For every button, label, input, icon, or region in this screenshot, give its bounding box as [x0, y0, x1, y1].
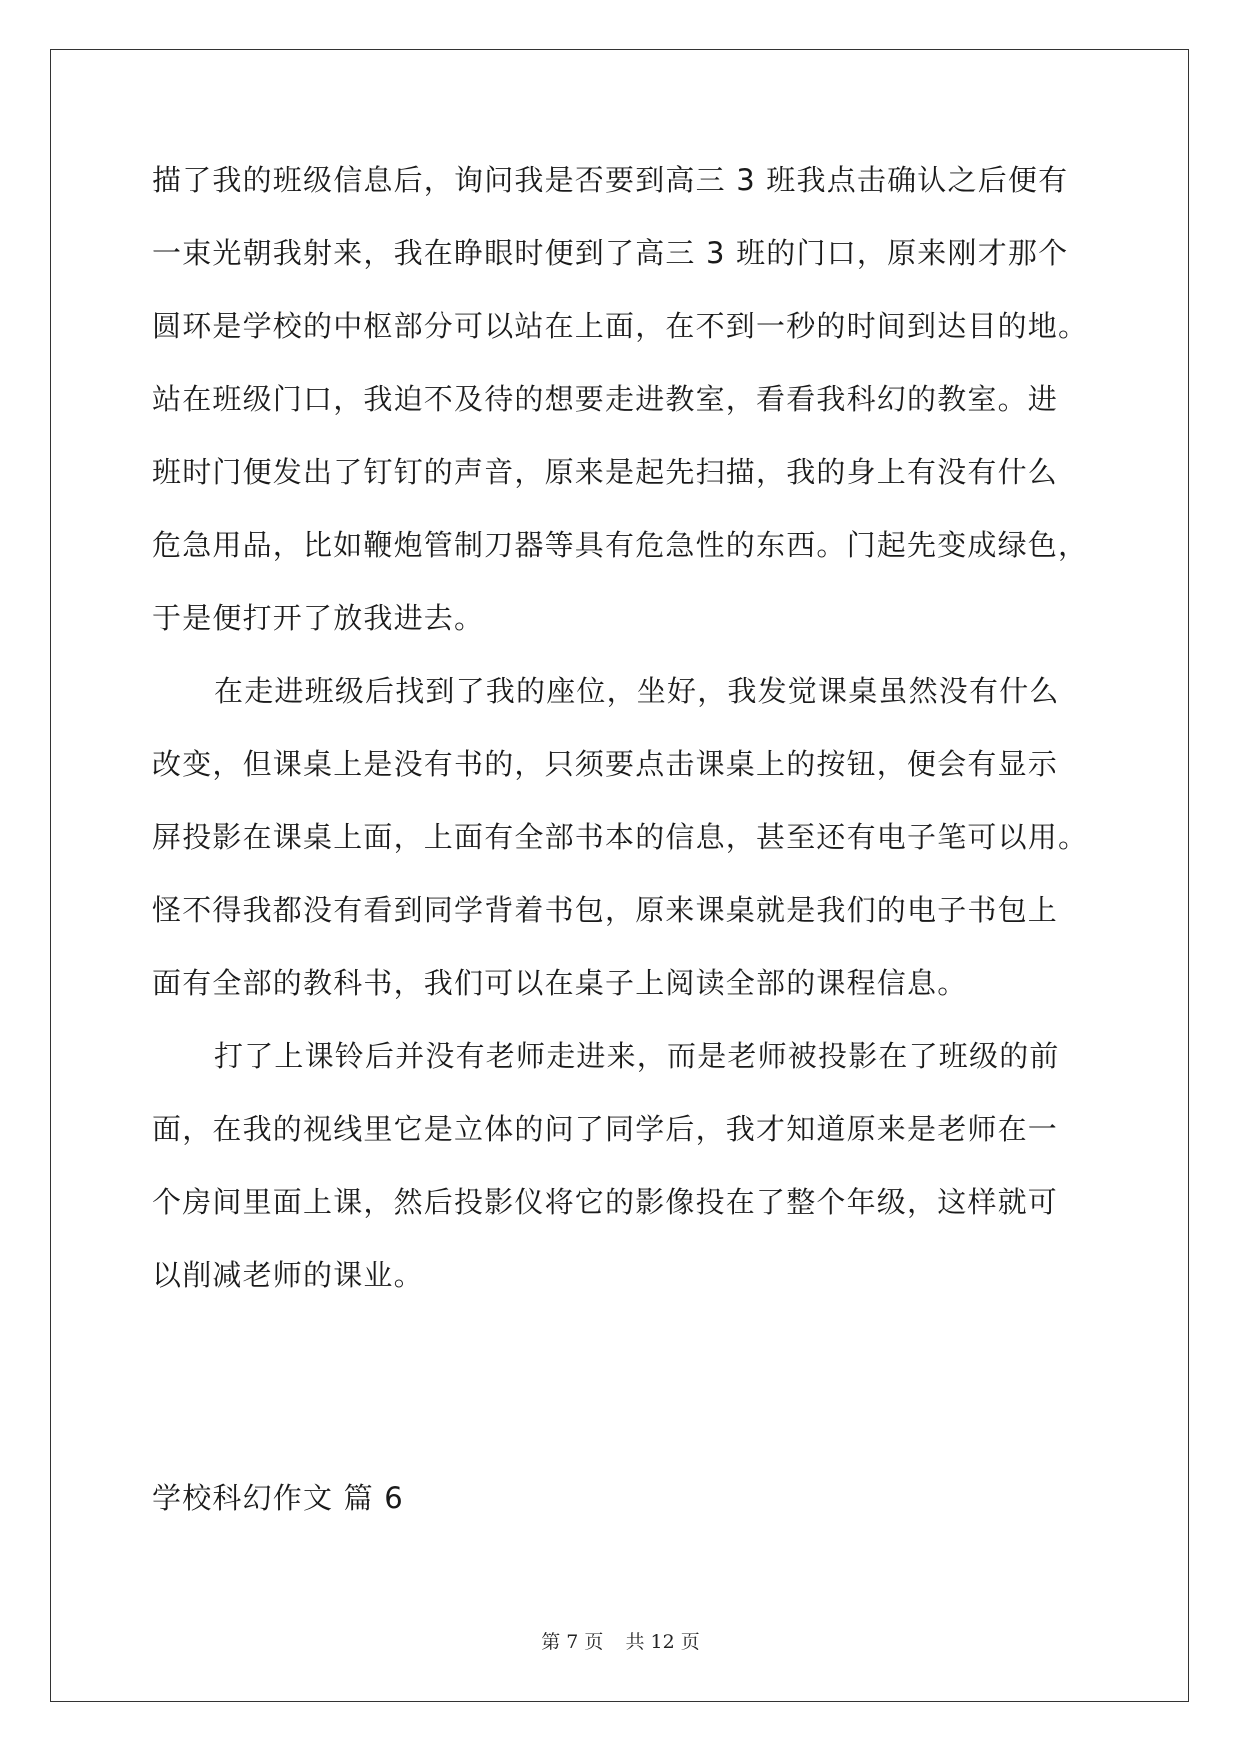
text-line: 怪不得我都没有看到同学背着书包，原来课桌就是我们的电子书包上	[152, 893, 1059, 927]
text-line: 以削减老师的课业。	[152, 1258, 424, 1292]
total-pages: 共 12 页	[625, 1631, 700, 1653]
text-line: 于是便打开了放我进去。	[152, 601, 485, 635]
text-line: 打了上课铃后并没有老师走进来，而是老师被投影在了班级的前	[214, 1039, 1060, 1073]
text-line: 站在班级门口，我迫不及待的想要走进教室，看看我科幻的教室。进	[152, 382, 1059, 416]
text-line: 屏投影在课桌上面，上面有全部书本的信息，甚至还有电子笔可以用。	[152, 820, 1089, 854]
page-number: 第 7 页	[541, 1631, 604, 1653]
text-line: 圆环是学校的中枢部分可以站在上面，在不到一秒的时间到达目的地。	[152, 309, 1089, 343]
text-line: 个房间里面上课，然后投影仪将它的影像投在了整个年级，这样就可	[152, 1185, 1059, 1219]
section-heading: 学校科幻作文 篇 6	[152, 1481, 404, 1515]
text-line: 面有全部的教科书，我们可以在桌子上阅读全部的课程信息。	[152, 966, 968, 1000]
page-border	[50, 49, 1189, 1702]
text-line: 在走进班级后找到了我的座位，坐好，我发觉课桌虽然没有什么	[214, 674, 1060, 708]
page-footer	[0, 1627, 1241, 1654]
text-line: 危急用品，比如鞭炮管制刀器等具有危急性的东西。门起先变成绿色，	[152, 528, 1089, 562]
text-line: 班时门便发出了钉钉的声音，原来是起先扫描，我的身上有没有什么	[152, 455, 1059, 489]
text-line: 改变，但课桌上是没有书的，只须要点击课桌上的按钮，便会有显示	[152, 747, 1059, 781]
text-line: 描了我的班级信息后，询问我是否要到高三 3 班我点击确认之后便有	[152, 163, 1069, 197]
text-line: 面，在我的视线里它是立体的问了同学后，我才知道原来是老师在一	[152, 1112, 1059, 1146]
text-line: 一束光朝我射来，我在睁眼时便到了高三 3 班的门口，原来刚才那个	[152, 236, 1069, 270]
